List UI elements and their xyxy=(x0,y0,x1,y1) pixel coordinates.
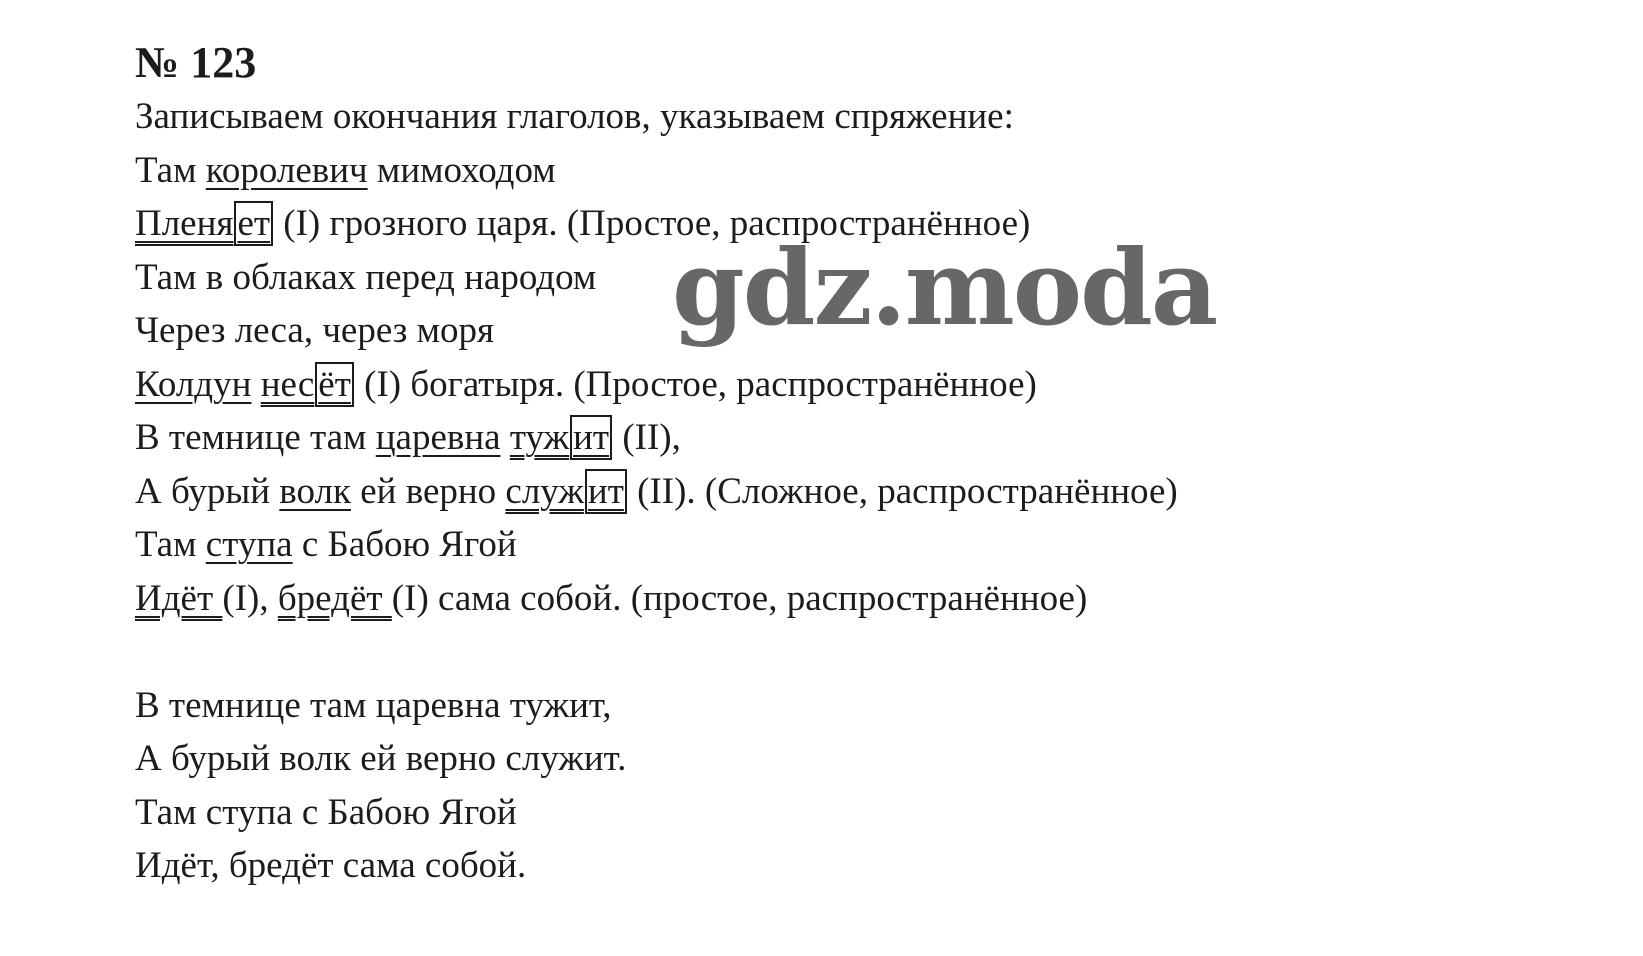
text-fragment: мимоходом xyxy=(367,149,556,191)
blank-line xyxy=(135,625,1615,679)
text-fragment: (II). (Сложное, распространённое) xyxy=(627,470,1178,512)
exercise-number: № 123 xyxy=(135,38,257,87)
poem-line-4: Идёт, бредёт сама собой. xyxy=(135,845,527,886)
text-fragment xyxy=(501,417,510,458)
text-fragment: Там xyxy=(135,524,206,565)
subject-word: ступа xyxy=(205,524,293,565)
predicate-word xyxy=(261,364,355,405)
predicate-word xyxy=(505,471,627,512)
analysis-line-7 xyxy=(135,465,1615,519)
exercise-page xyxy=(135,36,1615,893)
text-fragment: (I) грозного царя. (Простое, распространённое) xyxy=(274,203,1031,244)
subject-word: волк xyxy=(279,470,351,512)
subject-word: царевна xyxy=(375,417,501,458)
verb-ending-box: ет xyxy=(234,201,273,246)
verb-ending-box: ёт xyxy=(315,362,354,407)
subject-word: Колдун xyxy=(135,363,252,405)
text-fragment: ей верно xyxy=(350,470,506,512)
subject-word: королевич xyxy=(205,149,368,191)
watermark-logo: gdz.moda xyxy=(672,226,1217,349)
task-instruction: Записываем окончания глаголов, указываем спряжение: xyxy=(135,96,1014,137)
predicate-word xyxy=(135,203,274,244)
text-fragment xyxy=(251,364,260,405)
predicate-word: бредёт xyxy=(277,577,392,619)
text-fragment: с Бабою Ягой xyxy=(292,524,517,565)
text-fragment: В темнице там xyxy=(135,417,376,458)
analysis-line-6 xyxy=(135,411,1615,465)
analysis-line-4: Через леса, через моря xyxy=(135,310,495,351)
text-fragment: (I) богатыря. (Простое, распространённое) xyxy=(354,363,1037,405)
analysis-line-9 xyxy=(135,572,1615,626)
verb-ending-box: ит xyxy=(570,415,612,460)
text-fragment: (II), xyxy=(613,417,681,458)
verb-ending-box: ит xyxy=(585,469,627,514)
analysis-line-3: Там в облаках перед народом xyxy=(135,256,597,298)
analysis-line-2 xyxy=(135,197,1615,251)
text-fragment: (I), xyxy=(222,577,278,619)
poem-line-2: А бурый волк ей верно служит. xyxy=(135,738,627,779)
analysis-line-8 xyxy=(135,518,1615,572)
analysis-line-5 xyxy=(135,358,1615,412)
predicate-stem: туж xyxy=(509,417,570,458)
text-fragment: А бурый xyxy=(135,470,280,512)
poem-line-3: Там ступа с Бабою Ягой xyxy=(135,791,517,833)
analysis-line-1 xyxy=(135,144,1615,198)
predicate-word xyxy=(510,417,613,458)
predicate-word: Идёт xyxy=(135,577,223,619)
predicate-stem: Пленя xyxy=(135,203,234,244)
poem-line-1: В темнице там царевна тужит, xyxy=(135,684,612,726)
text-fragment: Там xyxy=(135,149,206,191)
predicate-stem: нес xyxy=(260,363,315,405)
predicate-stem: служ xyxy=(505,470,584,512)
text-fragment: (I) сама собой. (простое, распространённое) xyxy=(391,577,1088,619)
